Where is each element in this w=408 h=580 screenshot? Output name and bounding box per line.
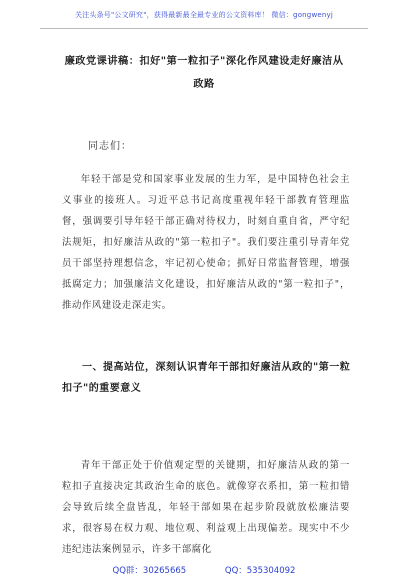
footer-contact bbox=[0, 564, 408, 576]
body-paragraph-1: 年轻干部是党和国家事业发展的生力军，是中国特色社会主义事业的接班人。习近平总书记高度重视年轻干部教育管理监督，强调要引导年轻干部正确对待权力，时刻自重自省，严守纪法规矩，扣好廉洁从政的"第一粒扣子"。我们要注重引导青年党员干部坚持理想信念，牢记初心使命；抓好日常监督管理，增强抵腐定力；加强廉洁文化建设，扣好廉洁从政的"第一粒扣子"，推动作风建设走深走实。 bbox=[62, 174, 350, 311]
document-title: 廉政党课讲稿：扣好"第一粒扣子"深化作风建设走好廉洁从政路 bbox=[64, 55, 344, 90]
salutation: 同志们： bbox=[88, 141, 132, 152]
header-banner: 关注头条号"公文研究"，获得最新最全最专业的公文资料库！ 微信：gongwenyj bbox=[74, 11, 334, 19]
footer-qq-number: QQ：535304092 bbox=[224, 566, 296, 576]
footer-qq-group: QQ群：30265665 bbox=[112, 566, 187, 576]
header-divider bbox=[40, 28, 368, 29]
section-heading-1: 一、提高站位，深刻认识青年干部扣好廉洁从政的"第一粒扣子"的重要意义 bbox=[62, 362, 351, 394]
body-paragraph-2: 青年干部正处于价值观定型的关键期，扣好廉洁从政的第一粒扣子直接决定其政治生命的底色。就像穿衣系扣，第一粒扣错会导致后续全盘皆乱，年轻干部如果在起步阶段就放松廉洁要求，很容易在权力观、地位观、利益观上出现偏差。现实中不少违纪违法案例显示，许多干部腐化 bbox=[62, 460, 350, 555]
